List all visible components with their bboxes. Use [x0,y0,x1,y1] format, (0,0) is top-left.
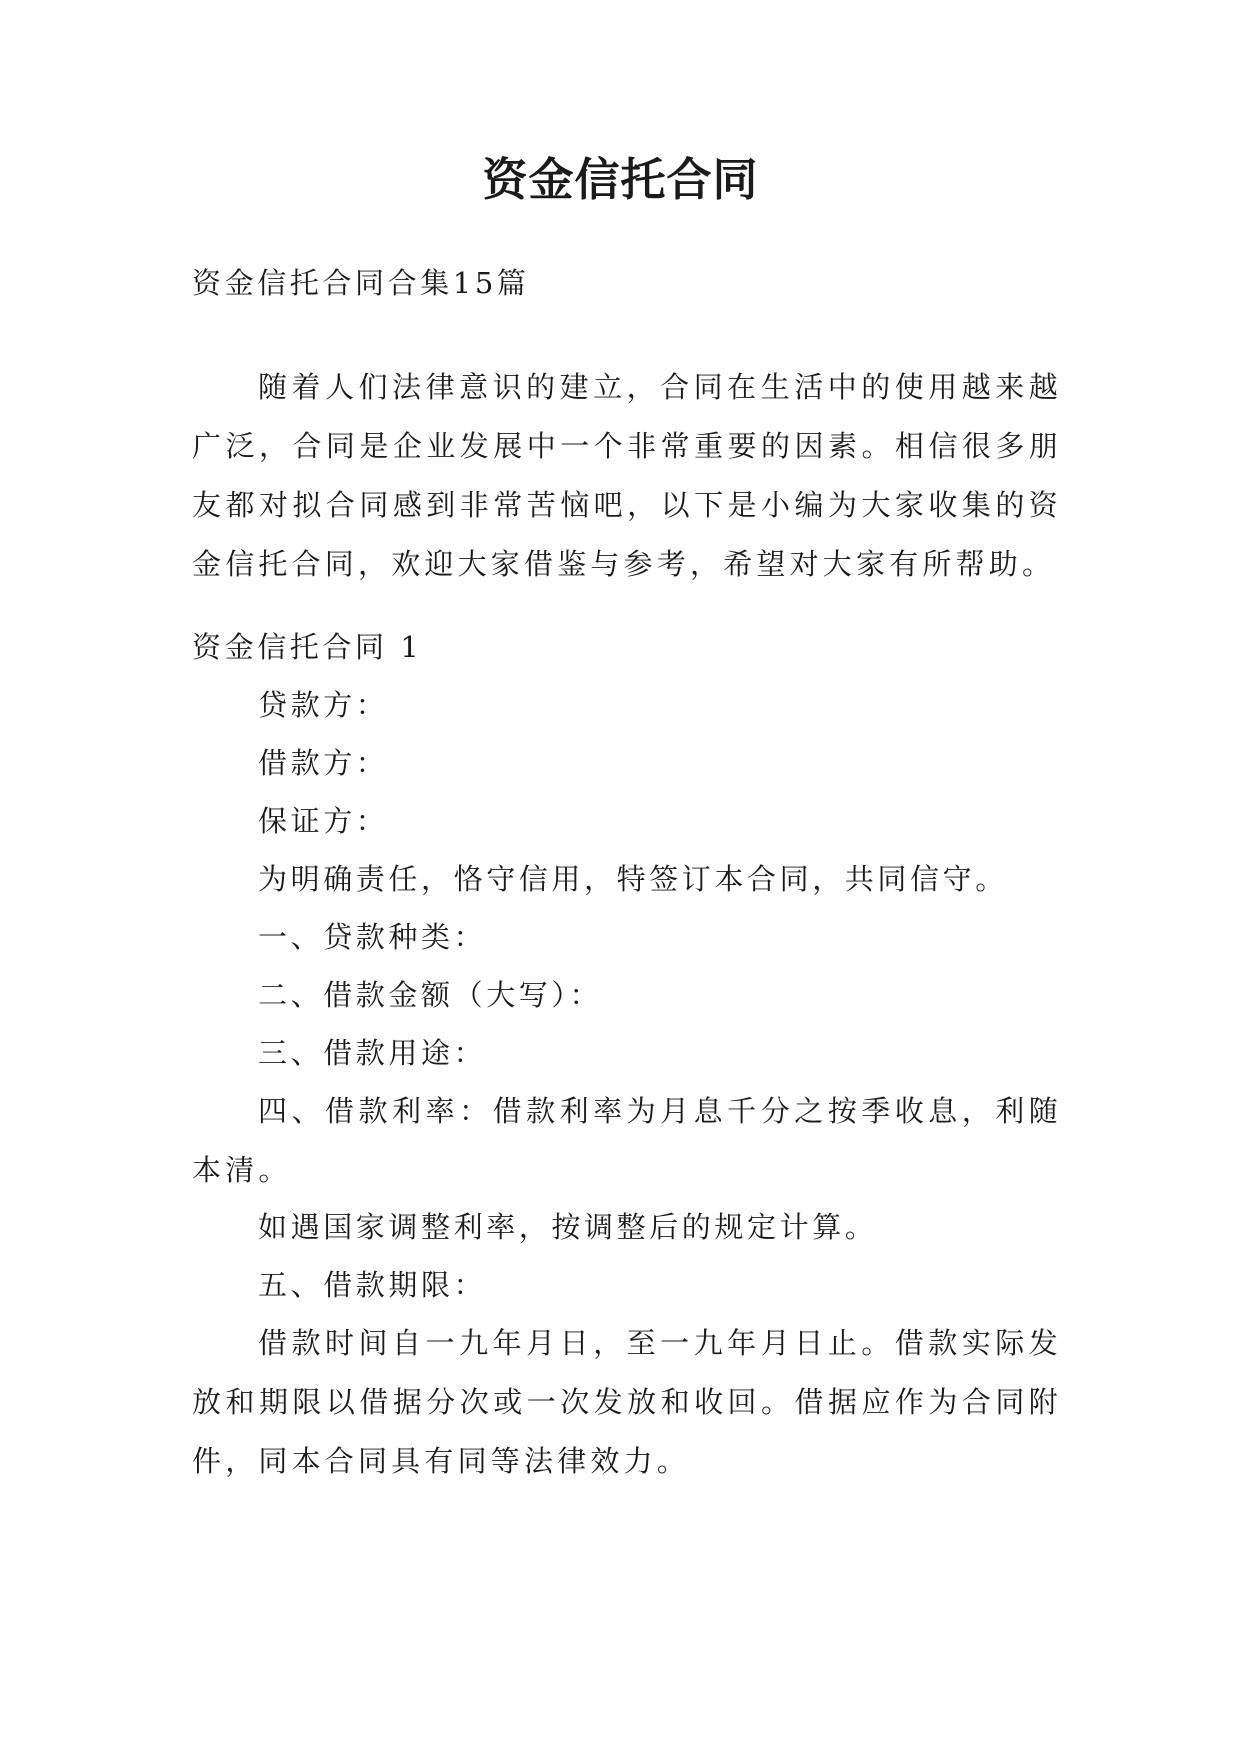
guarantor-line: 保证方： [258,804,389,838]
clause-4: 四、借款利率：借款利率为月息千分之按季收息，利随本清。 [192,1094,1062,1187]
borrower-line: 借款方： [258,746,389,780]
clause-5: 五、借款期限： [258,1268,487,1302]
intro-paragraph: 随着人们法律意识的建立，合同在生活中的使用越来越广泛，合同是企业发展中一个非常重要的因素。相信很多朋友都对拟合同感到非常苦恼吧，以下是小编为大家收集的资金信托合同，欢迎大家借鉴与参考，希望对大家有所帮助。 [192,370,1062,581]
clause-4-note: 如遇国家调整利率，按调整后的规定计算。 [258,1210,878,1244]
section-heading: 资金信托合同 1 [192,630,423,664]
clause-3: 三、借款用途： [258,1036,487,1070]
clause-1: 一、贷款种类： [258,920,487,954]
clause-5-detail: 借款时间自一九年月日，至一九年月日止。借款实际发放和期限以借据分次或一次发放和收回。借据应作为合同附件，同本合同具有同等法律效力。 [192,1326,1062,1478]
document-subtitle: 资金信托合同合集15篇 [192,266,530,300]
purpose-statement: 为明确责任，恪守信用，特签订本合同，共同信守。 [258,862,1008,896]
document-title: 资金信托合同 [482,153,759,206]
lender-line: 贷款方： [258,688,389,722]
clause-2: 二、借款金额（大写）： [258,978,603,1012]
